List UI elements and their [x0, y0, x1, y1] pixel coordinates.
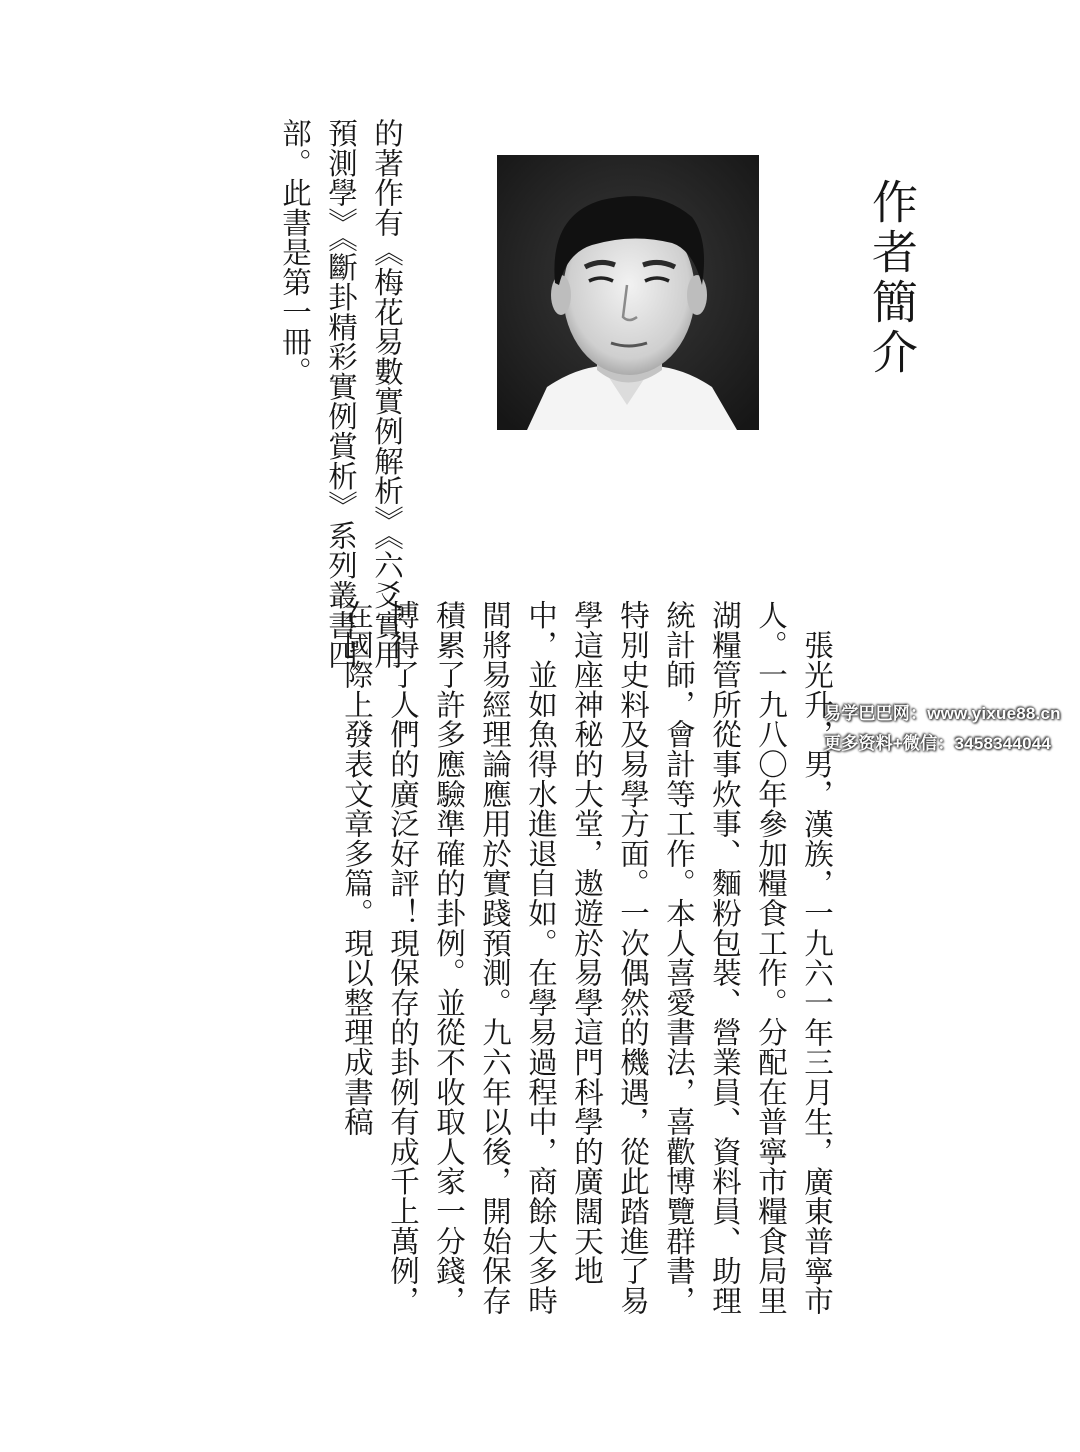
author-photo [497, 155, 759, 430]
watermark-line-website: 易学巴巴网：www.yixue88.cn [824, 704, 1061, 723]
watermark [824, 699, 1074, 759]
works-paragraph: 的著作有《梅花易數實例解析》《六爻實用預測學》《斷卦精彩實例賞析》系列叢書四部。此書是第一冊。 [278, 118, 404, 670]
author-biography [330, 600, 840, 1320]
author-portrait-image [497, 155, 759, 430]
page-title: 作者簡介 [865, 178, 919, 378]
author-works [278, 118, 410, 678]
watermark-line-contact: 更多资料+微信：3458344044 [824, 734, 1052, 753]
biography-paragraph: 張光升，男，漢族，一九六一年三月生，廣東普寧市人。一九八〇年參加糧食工作。分配在普寧市糧食局里湖糧管所從事炊事、麵粉包裝、營業員、資料員、助理統計師，會計等工作。本人喜愛書法，喜歡博覽群書，特別史料及易學方面。一次偶然的機遇，從此踏進了易學這座神秘的大堂，遨遊於易學這門科學的廣闊天地中，並如魚得水進退自如。在學易過程中，商餘大多時間將易經理論應用於實踐預測。九六年以後，開始保存積累了許多應驗準確的卦例。並從不收取人家一分錢，博得了人們的廣泛好評！現保存的卦例有成千上萬例，在國際上發表文章多篇。現以整理成書稿 [340, 600, 834, 1316]
